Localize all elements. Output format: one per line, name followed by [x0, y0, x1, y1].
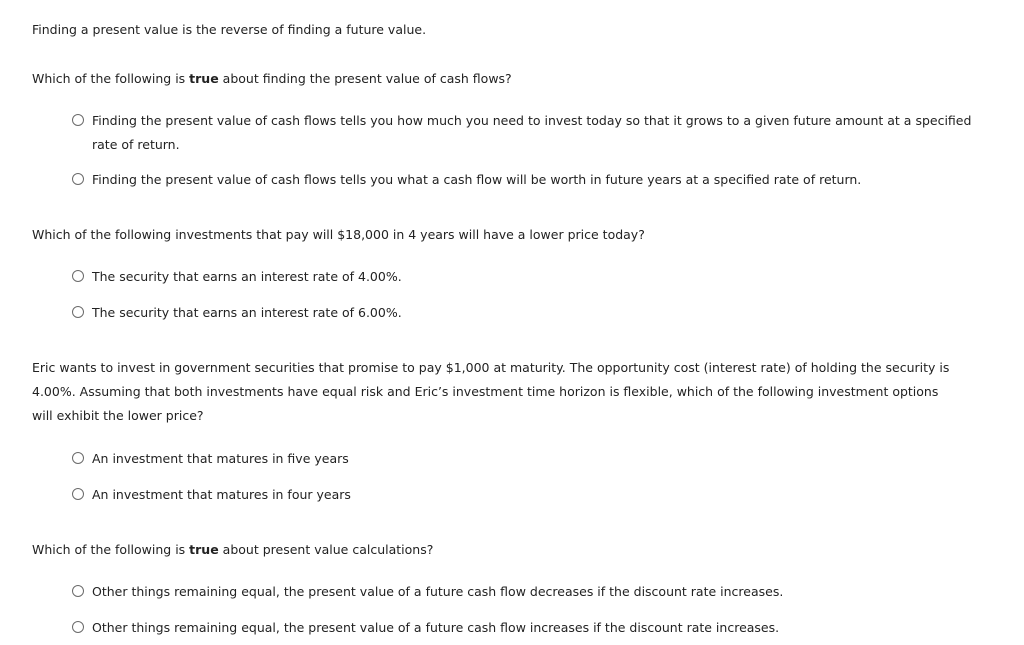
question-1: [32, 67, 962, 91]
option-label: Finding the present value of cash flows tells you how much you need to invest today so that it grows to a given future amount at a specified rate of return.: [92, 113, 972, 152]
option-label: An investment that matures in four years: [92, 487, 351, 502]
radio-button[interactable]: [72, 488, 84, 500]
radio-button[interactable]: [72, 270, 84, 282]
question-2-option-a[interactable]: [72, 265, 972, 289]
question-4-prefix: Which of the following is: [32, 542, 190, 557]
question-1-suffix: about finding the present value of cash flows?: [218, 71, 512, 86]
question-3-option-b[interactable]: [72, 483, 972, 507]
option-label: Other things remaining equal, the present value of a future cash flow increases if the discount rate increases.: [92, 620, 780, 635]
radio-button[interactable]: [72, 173, 84, 185]
question-4-suffix: about present value calculations?: [218, 542, 434, 557]
question-1-option-b[interactable]: [72, 168, 972, 192]
radio-button[interactable]: [72, 585, 84, 597]
radio-button[interactable]: [72, 452, 84, 464]
option-label: Other things remaining equal, the present value of a future cash flow decreases if the discount rate increases.: [92, 584, 784, 599]
question-4-emphasis: true: [189, 542, 219, 557]
question-2-option-b[interactable]: [72, 301, 972, 325]
option-label: The security that earns an interest rate of 6.00%.: [92, 305, 402, 320]
question-4-option-b[interactable]: [72, 616, 972, 640]
question-4-option-a[interactable]: [72, 580, 972, 604]
radio-button[interactable]: [72, 621, 84, 633]
question-1-option-a[interactable]: [72, 109, 972, 157]
option-label: Finding the present value of cash flows tells you what a cash flow will be worth in future years at a specified rate of return.: [92, 172, 862, 187]
question-1-prefix: Which of the following is: [32, 71, 190, 86]
radio-button[interactable]: [72, 306, 84, 318]
option-label: An investment that matures in five years: [92, 451, 349, 466]
radio-button[interactable]: [72, 114, 84, 126]
question-3: Eric wants to invest in government securities that promise to pay $1,000 at maturity. The opportunity cost (interest rate) of holding the security is 4.00%. Assuming that both investments have equal risk and Eric’s investment time horizon is flexible, which of the following investment options will exhibit the lower price?: [32, 360, 950, 423]
question-1-emphasis: true: [189, 71, 219, 86]
question-3-option-a[interactable]: [72, 447, 972, 471]
question-4: [32, 538, 962, 562]
intro-text: Finding a present value is the reverse of finding a future value.: [32, 22, 427, 37]
question-2: Which of the following investments that pay will $18,000 in 4 years will have a lower price today?: [32, 227, 645, 242]
option-label: The security that earns an interest rate of 4.00%.: [92, 269, 402, 284]
